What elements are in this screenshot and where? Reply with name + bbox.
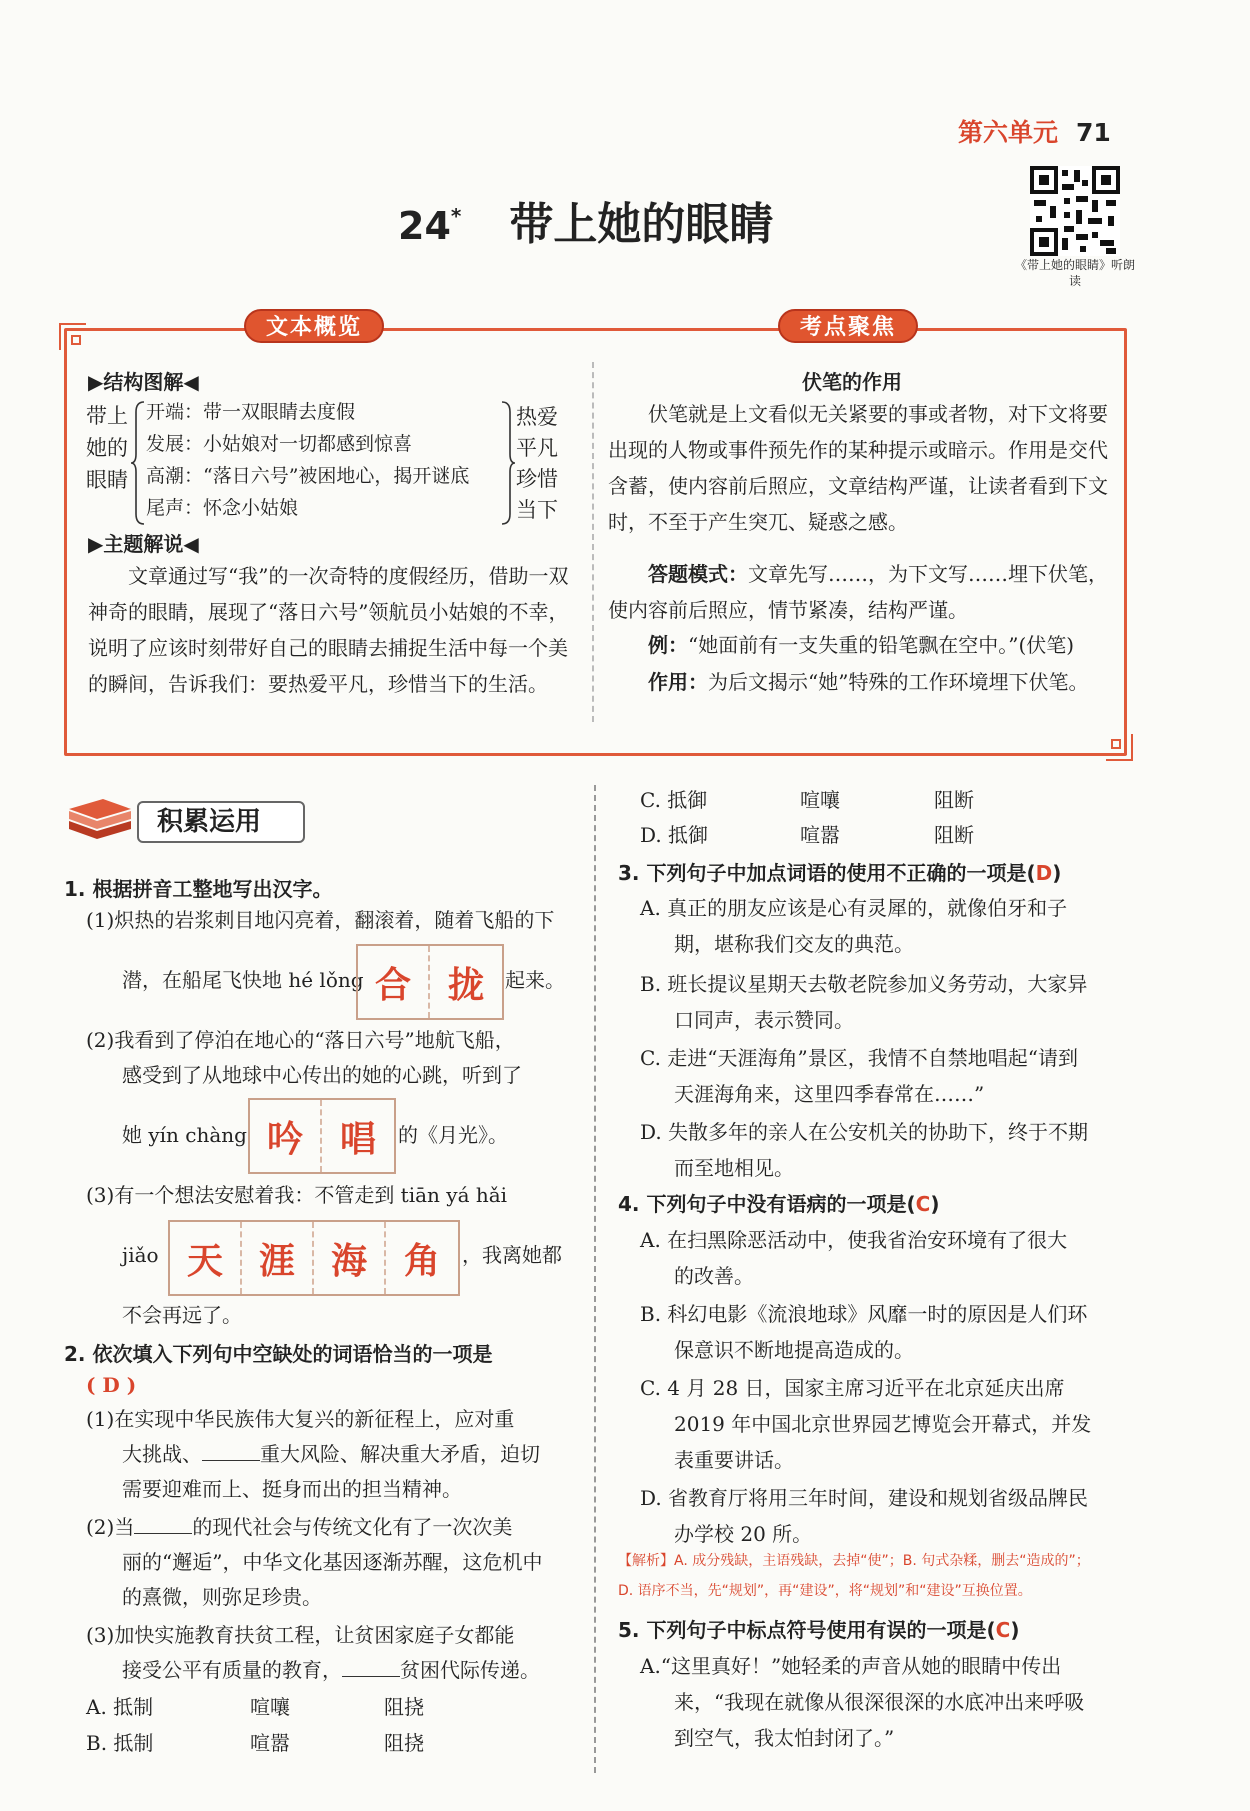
q2-option-d[interactable]: D. 抵御 喧嚣 阻断 — [640, 823, 974, 847]
q1-s3a: (3)有一个想法安慰着我：不管走到 tiān yá hǎi — [86, 1183, 508, 1207]
box-divider — [592, 362, 594, 722]
structure-branches — [146, 396, 469, 524]
theme-title: ▶主题解说◀ — [88, 532, 199, 556]
q1-s3c: ，我离她都 — [462, 1243, 562, 1267]
q1-s1a: (1)炽热的岩浆刺目地闪亮着，翻滚着，随着飞船的下 — [86, 908, 555, 932]
q3-option-b[interactable]: B. 班长提议星期天去敬老院参加义务劳动，大家异 口同声，表示赞同。 — [640, 972, 1088, 1032]
q1-s3d: 不会再远了。 — [122, 1303, 242, 1327]
branch-item: 高潮：“落日六号”被困地心，揭开谜底 — [146, 465, 470, 487]
answer-char: 拢 — [447, 963, 484, 1006]
structure-root: 带上她的眼睛 — [86, 404, 128, 492]
section-title: 积累运用 — [137, 801, 305, 843]
books-icon — [65, 795, 137, 845]
answer-char: 海 — [314, 1222, 386, 1294]
right-brace-icon — [500, 400, 516, 526]
q2-s2c: 丽的“邂逅”，中华文化基因逐渐苏醒，这危机中 — [122, 1550, 543, 1574]
lesson-title — [398, 188, 773, 252]
blank[interactable] — [342, 1659, 400, 1677]
q1-s1b: 潜，在船尾飞快地 hé lǒng — [122, 968, 364, 992]
unit-header — [958, 113, 1111, 149]
unit-label: 第六单元 — [958, 118, 1059, 147]
section-header — [65, 795, 315, 845]
blank[interactable] — [134, 1516, 192, 1534]
q1-answer-grid-2[interactable] — [248, 1098, 396, 1174]
qr-code[interactable] — [1030, 166, 1120, 256]
structure-theme: 热爱平凡珍惜当下 — [516, 405, 558, 522]
left-brace-icon — [130, 400, 146, 526]
q2-answer: ( D ) — [86, 1373, 137, 1397]
column-divider — [594, 785, 596, 1773]
q2-s1-line: 大挑战、 重大风险、解决重大矛盾，迫切 — [122, 1442, 540, 1466]
q1-answer-grid-3[interactable] — [168, 1220, 460, 1296]
q4-option-d[interactable]: D. 省教育厅将用三年时间，建设和规划省级品牌民 办学校 20 所。 — [640, 1486, 1089, 1546]
page-number: 71 — [1076, 118, 1111, 147]
q5-stem: 5. 下列句子中标点符号使用有误的一项是(C) — [618, 1618, 1020, 1642]
q2-s1: (1)在实现中华民族伟大复兴的新征程上，应对重 — [86, 1407, 515, 1431]
q1-s2b: 感受到了从地球中心传出的她的心跳，听到了 — [122, 1063, 522, 1087]
usage: 作用：为后文揭示“她”特殊的工作环境埋下伏笔。 — [648, 670, 1089, 694]
q2-s2-line: (2)当 的现代社会与传统文化有了一次次美 — [86, 1515, 513, 1539]
answer-char: 天 — [170, 1222, 242, 1294]
q4-option-b[interactable]: B. 科幻电影《流浪地球》风靡一时的原因是人们环 保意识不断地提高造成的。 — [640, 1302, 1088, 1362]
lesson-star: * — [450, 204, 462, 229]
branch-item: 开端：带一双眼睛去度假 — [146, 401, 356, 423]
q2-option-a[interactable]: A. 抵制 喧嚷 阻挠 — [86, 1695, 424, 1719]
answer-char: 吟 — [250, 1100, 322, 1172]
q4-stem: 4. 下列句子中没有语病的一项是(C) — [618, 1192, 940, 1216]
qr-caption: 《带上她的眼睛》听朗读 — [1014, 258, 1135, 288]
q3-stem: 3. 下列句子中加点词语的使用不正确的一项是(D) — [618, 861, 1062, 885]
q2-s1d: 需要迎难而上、挺身而出的担当精神。 — [122, 1477, 462, 1501]
lesson-title-text: 带上她的眼睛 — [509, 199, 774, 250]
q1-s2d: 的《月光》。 — [398, 1123, 508, 1147]
corner-ornament-icon — [1104, 732, 1134, 762]
q1-s2a: (2)我看到了停泊在地心的“落日六号”地航飞船， — [86, 1028, 515, 1052]
answer-char: 涯 — [242, 1222, 314, 1294]
branch-item: 发展：小姑娘对一切都感到惊喜 — [146, 433, 413, 455]
q1-s1c: 起来。 — [505, 968, 565, 992]
q4-option-c[interactable]: C. 4 月 28 日，国家主席习近平在北京延庆出席 2019 年中国北京世界园艺博览会开幕式，并发 表重要讲话。 — [640, 1376, 1092, 1472]
q3-option-c[interactable]: C. 走进“天涯海角”景区，我情不自禁地唱起“请到 天涯海角来，这里四季春常在……” — [640, 1046, 1078, 1106]
q5-option-a[interactable]: A.“这里真好！”她轻柔的声音从她的眼睛中传出 来，“我现在就像从很深很深的水底冲出来呼吸 到空气，我太怕封闭了。” — [640, 1654, 1085, 1750]
q1-answer-grid-1[interactable] — [356, 944, 504, 1020]
answer-mode: 答题模式：文章先写……，为下文写……埋下伏笔，使内容前后照应，情节紧凑，结构严谨。 — [608, 562, 1108, 622]
q1-s2c: 她 yín chàng — [122, 1123, 247, 1147]
q3-option-d[interactable]: D. 失散多年的亲人在公安机关的协助下，终于不期 而至地相见。 — [640, 1120, 1089, 1180]
branch-item: 尾声：怀念小姑娘 — [146, 497, 299, 519]
q2-option-b[interactable]: B. 抵制 喧嚣 阻挠 — [86, 1731, 424, 1755]
example: 例：“她面前有一支失重的铅笔飘在空中。”(伏笔) — [648, 633, 1075, 657]
key-point-title: 伏笔的作用 — [802, 370, 902, 394]
structure-title: ▶结构图解◀ — [88, 370, 199, 394]
lesson-number: 24 — [398, 204, 451, 248]
tag-key-points: 考点聚焦 — [778, 309, 918, 343]
theme-text: 文章通过写“我”的一次奇特的度假经历，借助一双神奇的眼睛，展现了“落日六号”领航员小姑娘的不幸，说明了应该时刻带好自己的眼睛去捕捉生活中每一个美的瞬间，告诉我们：要热爱平凡，珍惜当下的生活。 — [88, 564, 569, 696]
q2-s2d: 的熹微，则弥足珍贵。 — [122, 1585, 322, 1609]
answer-char: 唱 — [339, 1117, 376, 1160]
answer-char: 合 — [358, 946, 430, 1018]
q2-s3: (3)加快实施教育扶贫工程，让贫困家庭子女都能 — [86, 1623, 515, 1647]
key-point-text: 伏笔就是上文看似无关紧要的事或者物，对下文将要出现的人物或事件预先作的某种提示或暗示。作用是交代含蓄，使内容前后照应，文章结构严谨，让读者看到下文时，不至于产生突兀、疑惑之感。 — [608, 402, 1108, 534]
blank[interactable] — [202, 1443, 260, 1461]
q2-s3-line: 接受公平有质量的教育， 贫困代际传递。 — [122, 1658, 540, 1682]
q2-option-c[interactable]: C. 抵御 喧嚷 阻断 — [640, 788, 974, 812]
tag-text-overview: 文本概览 — [244, 309, 384, 343]
q1-stem: 1. 根据拼音工整地写出汉字。 — [64, 877, 333, 901]
corner-ornament-icon — [58, 322, 88, 352]
q3-option-a[interactable]: A. 真正的朋友应该是心有灵犀的，就像伯牙和子 期，堪称我们交友的典范。 — [640, 896, 1068, 956]
q4-option-a[interactable]: A. 在扫黑除恶活动中，使我省治安环境有了很大 的改善。 — [640, 1228, 1068, 1288]
answer-char: 角 — [403, 1239, 440, 1282]
q2-stem: 2. 依次填入下列句中空缺处的词语恰当的一项是 — [64, 1342, 493, 1366]
q4-analysis: 【解析】A. 成分残缺，主语残缺，去掉“使”；B. 句式杂糅，删去“造成的”； D. 语序不当，先“规划”，再“建设”，将“规划”和“建设”互换位置。 — [618, 1553, 1090, 1599]
q1-s3b: jiǎo — [122, 1243, 159, 1267]
